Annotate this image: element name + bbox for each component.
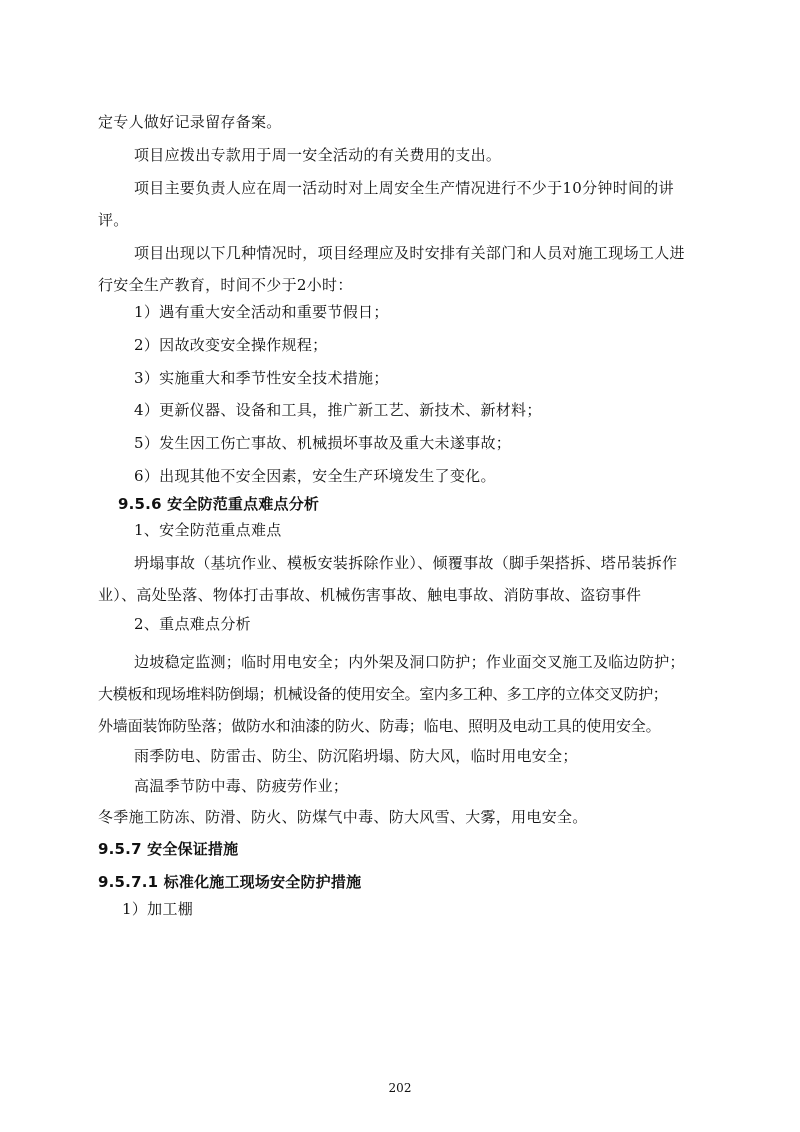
- list-item: 2）因故改变安全操作规程；: [134, 336, 328, 354]
- section-heading: 9.5.7 安全保证措施: [98, 840, 239, 858]
- text-line: 大模板和现场堆料防倒塌；机械设备的使用安全。室内多工种、多工序的立体交叉防护；: [98, 685, 668, 703]
- text-line: 雨季防电、防雷击、防尘、防沉陷坍塌、防大风，临时用电安全；: [134, 747, 578, 765]
- list-item: 4）更新仪器、设备和工具，推广新工艺、新技术、新材料；: [134, 401, 542, 419]
- text-line: 业）、高处坠落、物体打击事故、机械伤害事故、触电事故、消防事故、盗窃事件: [98, 586, 642, 604]
- text-line: 项目应拨出专款用于周一安全活动的有关费用的支出。: [134, 146, 502, 164]
- section-heading: 9.5.7.1 标准化施工现场安全防护措施: [98, 873, 362, 891]
- list-item: 3）实施重大和季节性安全技术措施；: [134, 369, 389, 387]
- text-line: 定专人做好记录留存备案。: [98, 113, 282, 131]
- list-item: 1）加工棚: [122, 900, 194, 918]
- text-line: 评。: [98, 211, 129, 229]
- subsection-title: 1、安全防范重点难点: [134, 521, 282, 539]
- section-heading: 9.5.6 安全防范重点难点分析: [118, 495, 320, 513]
- list-item: 1）遇有重大安全活动和重要节假日；: [134, 303, 389, 321]
- text-line: 冬季施工防冻、防滑、防火、防煤气中毒、防大风雪、大雾，用电安全。: [98, 808, 588, 826]
- text-line: 项目主要负责人应在周一活动时对上周安全生产情况进行不少于10分钟时间的讲: [134, 179, 674, 197]
- text-line: 高温季节防中毒、防疲劳作业；: [134, 777, 349, 795]
- page-number: 202: [388, 1081, 412, 1095]
- text-line: 坍塌事故（基坑作业、模板安装拆除作业）、倾覆事故（脚手架搭拆、塔吊装拆作: [134, 554, 678, 572]
- text-line: 外墙面装饰防坠落；做防水和油漆的防火、防毒；临电、照明及电动工具的使用安全。: [98, 717, 661, 735]
- list-item: 6）出现其他不安全因素，安全生产环境发生了变化。: [134, 467, 496, 485]
- text-line: 项目出现以下几种情况时，项目经理应及时安排有关部门和人员对施工现场工人进: [134, 244, 685, 262]
- list-item: 5）发生因工伤亡事故、机械损坏事故及重大未遂事故；: [134, 434, 512, 452]
- subsection-title: 2、重点难点分析: [134, 615, 251, 633]
- text-line: 行安全生产教育，时间不少于2小时：: [98, 276, 353, 294]
- text-line: 边坡稳定监测；临时用电安全；内外架及洞口防护；作业面交叉施工及临边防护；: [134, 653, 685, 671]
